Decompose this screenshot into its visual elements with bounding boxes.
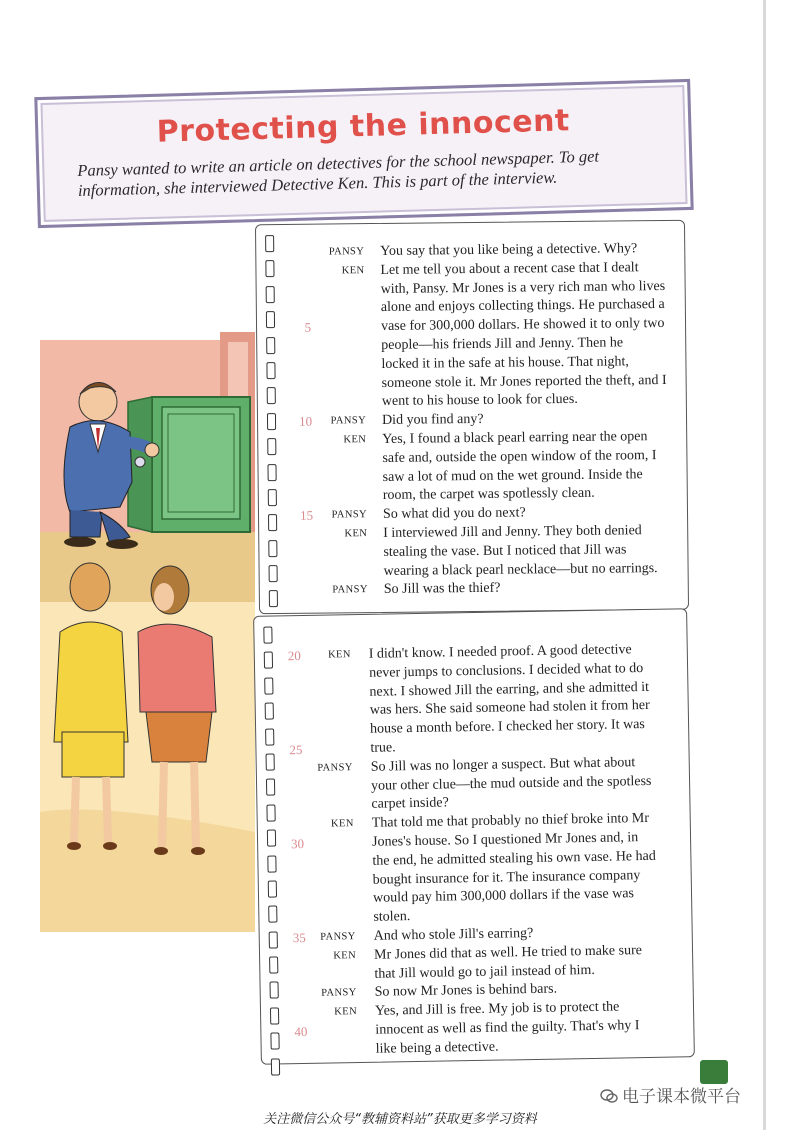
- dialogue-text: went to his house to look for clues.: [381, 392, 578, 410]
- dialogue-text: So now Mr Jones is behind bars.: [374, 981, 558, 1001]
- dialogue-text: the end, he admitted stealing his own vase. He had: [372, 848, 656, 869]
- speaker-label: [311, 908, 355, 909]
- dialogue-text: wearing a black pearl necklace—but no earrings.: [383, 560, 658, 579]
- dialogue-line: [260, 577, 688, 600]
- speaker-label: PANSY: [328, 246, 365, 258]
- dialogue-text: Yes, and Jill is free. My job is to protect the: [374, 999, 620, 1019]
- dialogue-text: And who stole Jill's earring?: [373, 925, 534, 944]
- line-number: 40: [294, 1023, 308, 1040]
- line-number: 10: [298, 413, 313, 429]
- speaker-label: [308, 702, 352, 703]
- dialogue-text: Mr Jones did that as well. He tried to make sure: [373, 942, 643, 963]
- footer-note: 关注微信公众号“教辅资料站”获取更多学习资料: [263, 1112, 537, 1127]
- dialogue-text: I didn't know. I needed proof. A good detective: [368, 642, 632, 662]
- speaker-label: PANSY: [321, 987, 357, 1000]
- dialogue-text: that Jill would go to jail instead of him.: [374, 962, 595, 982]
- dialogue-text: Jones's house. So I questioned Mr Jones and, in: [371, 830, 639, 850]
- watermark: [600, 1082, 741, 1107]
- dialogue-text: true.: [370, 740, 396, 756]
- dialogue-text: Did you find any?: [381, 412, 484, 429]
- dialogue-text: people—his friends Jill and Jenny. Then he: [381, 335, 624, 353]
- dialogue-text: someone stole it. Mr Jones reported the theft, and I: [381, 372, 667, 391]
- speaker-label: PANSY: [331, 509, 368, 521]
- dialogue-text: like being a detective.: [375, 1039, 499, 1057]
- page-edge: [763, 0, 766, 1130]
- speaker-label: PANSY: [317, 761, 353, 774]
- line-number: 25: [289, 741, 303, 758]
- dialogue-text: vase for 300,000 dollars. He showed it to only two: [380, 316, 665, 335]
- dialogue-text: innocent as well as find the guilty. That's why I: [375, 1018, 640, 1038]
- speaker-label: KEN: [343, 434, 367, 446]
- speaker-label: [309, 777, 353, 778]
- story-illustration: [40, 332, 255, 932]
- speaker-label: [311, 871, 355, 872]
- dialogue-text: room, the carpet was spotlessly clean.: [382, 486, 595, 504]
- line-number: 5: [304, 319, 312, 335]
- speaker-label: [309, 795, 353, 796]
- dialogue-text: was hers. She said someone had stolen it from her: [369, 698, 650, 719]
- speaker-label: [307, 683, 351, 684]
- dialogue-text: alone and enjoys collecting things. He purchased a: [380, 297, 665, 316]
- dialogue-text: So Jill was the thief?: [383, 581, 501, 598]
- speaker-label: KEN: [327, 649, 351, 661]
- speaker-label: PANSY: [320, 931, 356, 943]
- page-title: Protecting the innocent: [156, 103, 571, 150]
- dialogue-text: I interviewed Jill and Jenny. They both denied: [383, 523, 642, 541]
- dialogue-text: never jumps to conclusions. I decided what to do: [369, 660, 644, 681]
- intro-text: Pansy wanted to write an article on detectives for the school newspaper. To get information, she interviewed Detective Ken. This is part of the interview.: [77, 146, 600, 200]
- speaker-label: [314, 1040, 358, 1041]
- dialogue-text: That told me that probably no thief broke into Mr: [371, 811, 650, 831]
- line-number: 20: [287, 647, 301, 664]
- speaker-label: KEN: [344, 528, 368, 540]
- speaker-label: [313, 1021, 357, 1022]
- speaker-label: [307, 664, 351, 665]
- dialogue-text: stolen.: [373, 909, 411, 925]
- dialogue-text: would pay him 300,000 dollars if the vase was: [372, 886, 635, 907]
- speaker-label: KEN: [334, 1006, 358, 1018]
- speaker-label: [308, 739, 352, 740]
- watermark-text: 电子课本微平台: [622, 1087, 741, 1107]
- safe-illustration: [128, 397, 250, 532]
- dialogue-text: So Jill was no longer a suspect. But what about: [370, 754, 636, 775]
- speaker-label: [311, 889, 355, 890]
- speaker-label: [312, 965, 356, 966]
- speaker-label: [310, 852, 354, 853]
- dialogue-box-1: [255, 220, 689, 614]
- dialogue-text: You say that you like being a detective. Why?: [380, 241, 638, 259]
- dialogue-text: carpet inside?: [371, 795, 449, 813]
- line-number: 35: [292, 929, 306, 946]
- dialogue-box-2: [253, 608, 695, 1065]
- speaker-label: PANSY: [332, 584, 368, 596]
- dialogue-text: locked it in the safe at his house. That night,: [381, 354, 629, 372]
- speaker-label: [308, 720, 352, 721]
- line-number: 15: [299, 507, 314, 523]
- dialogue-text: your other clue—the mud outside and the spotless: [370, 773, 652, 794]
- wechat-icon: [600, 1088, 618, 1104]
- dialogue-text: next. I showed Jill the earring, and she admitted it: [369, 679, 650, 700]
- dialogue-text: Let me tell you about a recent case that I dealt: [380, 260, 639, 278]
- dialogue-text: safe and, outside the open window of the room, I: [382, 447, 657, 466]
- title-banner: [34, 79, 693, 228]
- line-number: 30: [290, 835, 305, 852]
- speaker-label: KEN: [341, 264, 365, 277]
- dialogue-text: Yes, I found a black pearl earring near the open: [382, 429, 648, 447]
- page-number-tab: [700, 1060, 728, 1084]
- speaker-label: [310, 833, 354, 834]
- speaker-label: KEN: [333, 949, 357, 962]
- dialogue-text: So what did you do next?: [382, 505, 526, 523]
- dialogue-text: with, Pansy. Mr Jones is a very rich man who lives: [380, 278, 666, 297]
- speaker-label: PANSY: [330, 415, 367, 427]
- dialogue-text: house a month before. I checked her story. It was: [369, 717, 645, 737]
- dialogue-text: saw a lot of mud on the wet ground. Inside the: [382, 466, 643, 485]
- speaker-label: KEN: [330, 818, 354, 830]
- dialogue-text: bought insurance for it. The insurance company: [372, 867, 641, 888]
- dialogue-text: stealing the vase. But I noticed that Jill was: [383, 542, 627, 560]
- dialogue-lines-1: [256, 221, 684, 598]
